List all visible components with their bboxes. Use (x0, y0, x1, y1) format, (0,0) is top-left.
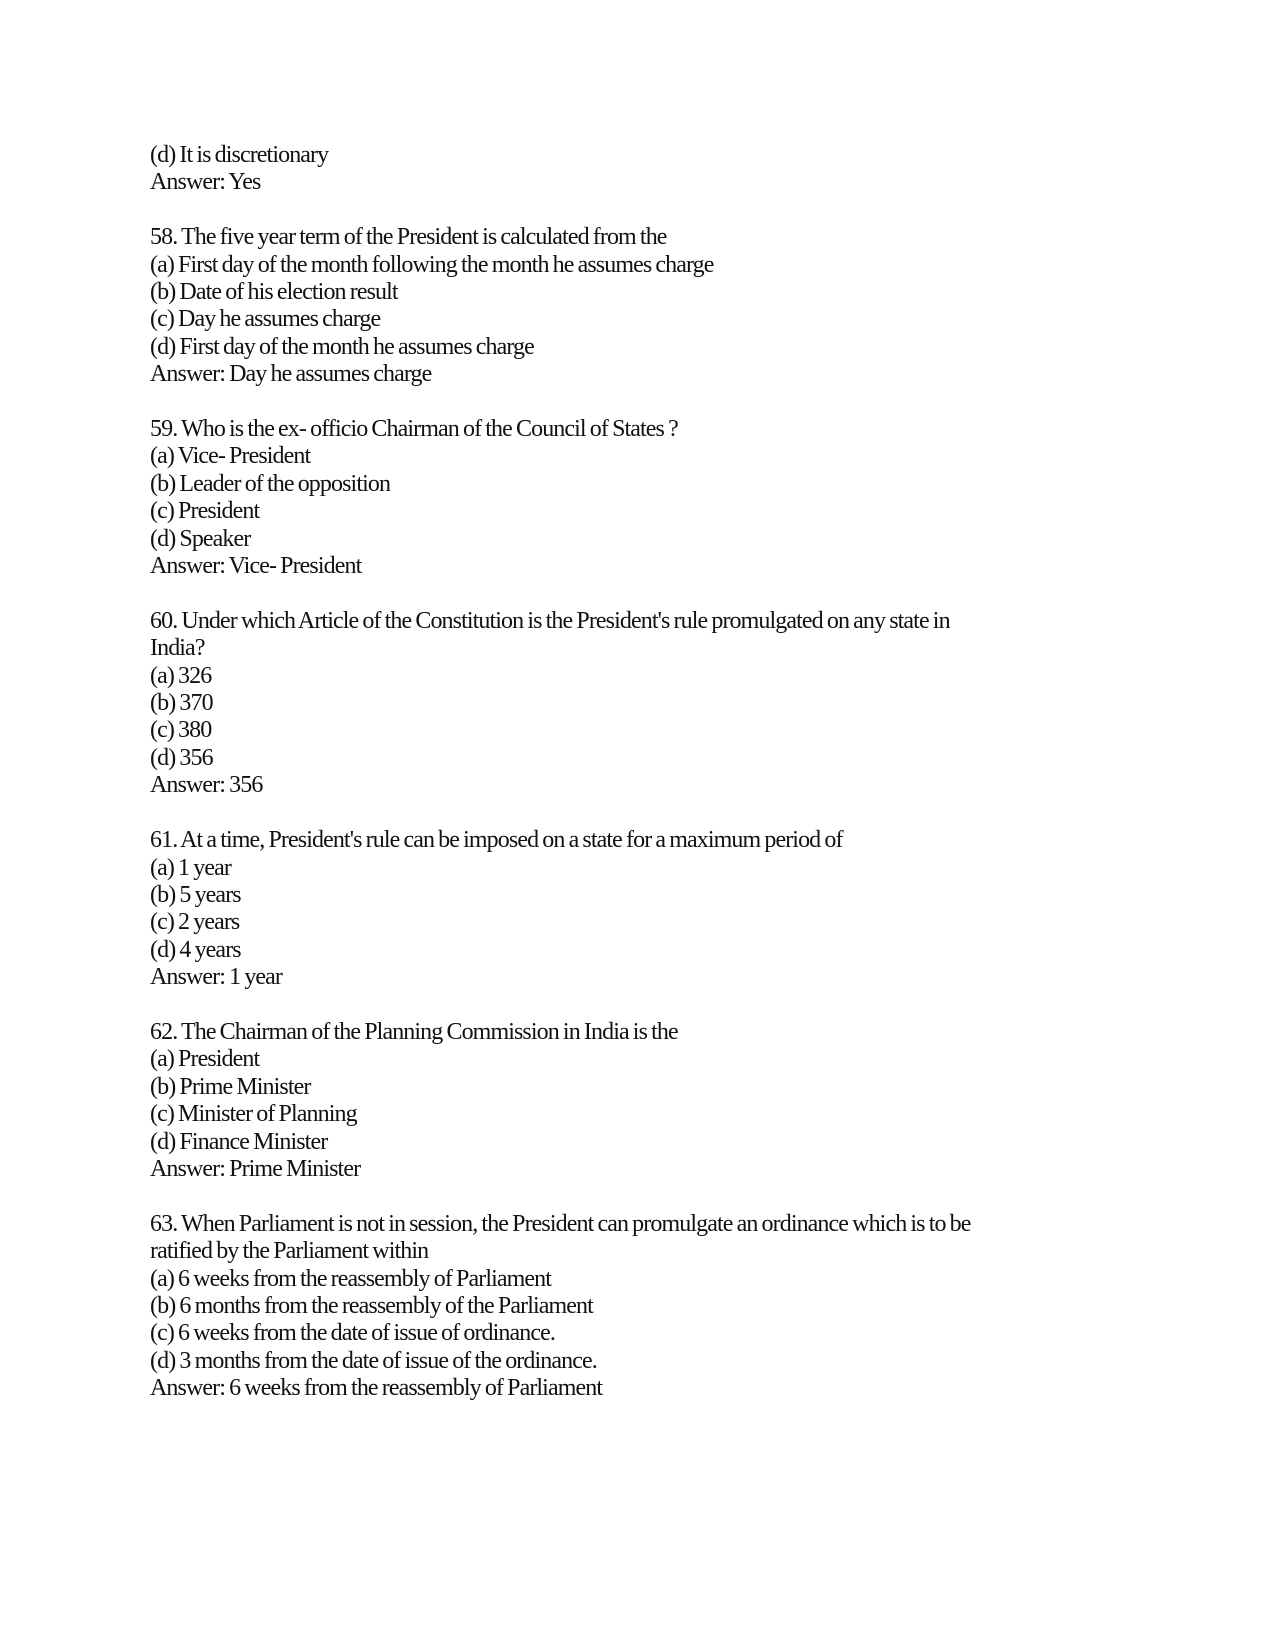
question-text: 62. The Chairman of the Planning Commission in India is the (150, 1018, 678, 1045)
question-59 (150, 416, 1150, 580)
option-d: (d) Finance Minister (150, 1128, 328, 1155)
answer-text: Answer: 356 (150, 772, 263, 799)
option-a: (a) 6 weeks from the reassembly of Parliament (150, 1265, 552, 1292)
option-a: (a) Vice- President (150, 443, 311, 470)
answer-text: Answer: Prime Minister (150, 1155, 361, 1182)
question-text: 58. The five year term of the President is calculated from the (150, 224, 667, 251)
option-d: (d) Speaker (150, 525, 251, 552)
option-c: (c) 380 (150, 717, 212, 744)
option-b: (b) Leader of the opposition (150, 470, 391, 497)
question-text-continued: India? (150, 635, 205, 662)
answer-text: Answer: Vice- President (150, 553, 362, 580)
option-c: (c) Minister of Planning (150, 1101, 357, 1128)
option-d: (d) It is discretionary (150, 142, 329, 168)
question-61 (150, 827, 1150, 991)
option-d: (d) 3 months from the date of issue of the ordinance. (150, 1347, 597, 1374)
question-text: 63. When Parliament is not in session, the President can promulgate an ordinance which is to be (150, 1210, 971, 1237)
question-text: 59. Who is the ex- officio Chairman of the Council of States ? (150, 416, 678, 443)
question-text: 61. At a time, President's rule can be imposed on a state for a maximum period of (150, 827, 843, 854)
option-b: (b) 370 (150, 690, 213, 717)
question-fragment (150, 142, 1150, 197)
option-a: (a) 326 (150, 662, 212, 689)
option-c: (c) Day he assumes charge (150, 306, 381, 333)
question-62 (150, 1019, 1150, 1183)
option-b: (b) Prime Minister (150, 1073, 311, 1100)
question-text-continued: ratified by the Parliament within (150, 1238, 429, 1265)
answer-text: Answer: Yes (150, 169, 261, 196)
option-c: (c) President (150, 498, 260, 525)
option-a: (a) 1 year (150, 854, 231, 881)
option-a: (a) President (150, 1046, 260, 1073)
option-b: (b) 5 years (150, 881, 241, 908)
question-63 (150, 1211, 1150, 1403)
option-c: (c) 2 years (150, 909, 240, 936)
question-text: 60. Under which Article of the Constitution is the President's rule promulgated on any state in (150, 607, 950, 634)
option-d: (d) First day of the month he assumes charge (150, 333, 534, 360)
answer-text: Answer: Day he assumes charge (150, 361, 432, 388)
option-d: (d) 4 years (150, 936, 241, 963)
option-b: (b) Date of his election result (150, 279, 398, 306)
option-c: (c) 6 weeks from the date of issue of ordinance. (150, 1320, 555, 1347)
question-58 (150, 224, 1150, 388)
option-d: (d) 356 (150, 744, 213, 771)
question-60 (150, 608, 1150, 800)
answer-text: Answer: 1 year (150, 964, 283, 991)
option-b: (b) 6 months from the reassembly of the Parliament (150, 1292, 593, 1319)
answer-text: Answer: 6 weeks from the reassembly of Parliament (150, 1375, 603, 1402)
option-a: (a) First day of the month following the month he assumes charge (150, 251, 714, 278)
document-page (150, 142, 1150, 1430)
